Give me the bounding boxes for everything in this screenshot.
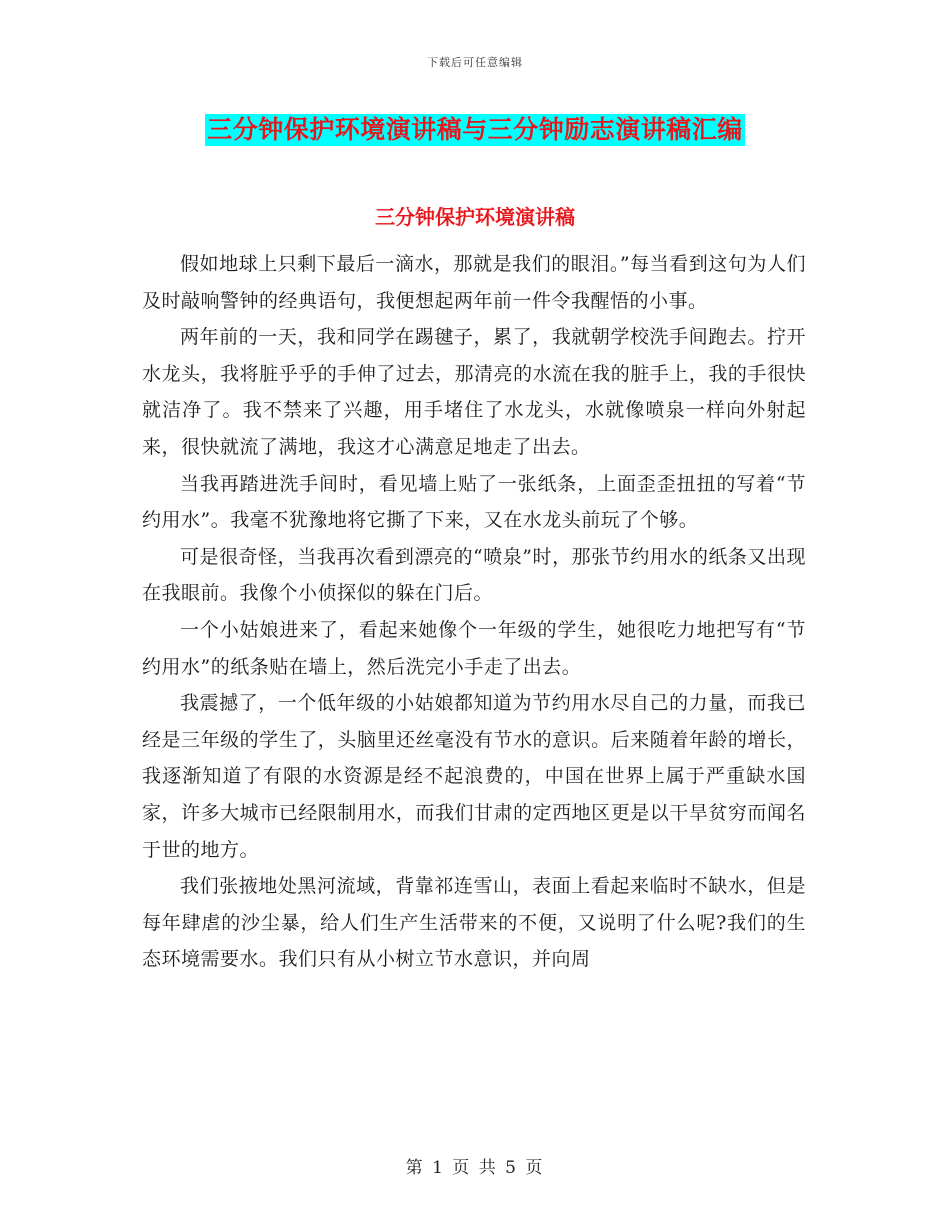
document-title-container [0, 114, 950, 146]
paragraph-5: 一个小姑娘进来了，看起来她像个一年级的学生，她很吃力地把写有“节约用水”的纸条贴在墙上，然后洗完小手走了出去。 [142, 618, 806, 678]
paragraph-1: 假如地球上只剩下最后一滴水，那就是我们的眼泪。”每当看到这句为人们及时敲响警钟的经典语句，我便想起两年前一件令我醒悟的小事。 [142, 253, 806, 312]
page-header-note: 下载后可任意编辑 [427, 56, 523, 69]
page-number-footer: 第 1 页 共 5 页 [405, 1158, 545, 1178]
paragraph-2: 两年前的一天，我和同学在踢毽子，累了，我就朝学校洗手间跑去。拧开水龙头，我将脏乎乎的手伸了过去，那清亮的水流在我的脏手上，我的手很快就洁净了。我不禁来了兴趣，用手堵住了水龙头，水就像喷泉一样向外射起来，很快就流了满地，我这才心满意足地走了出去。 [142, 326, 806, 458]
section-title: 三分钟保护环境演讲稿 [375, 205, 575, 229]
paragraph-4: 可是很奇怪，当我再次看到漂亮的“喷泉”时，那张节约用水的纸条又出现在我眼前。我像个小侦探似的躲在门后。 [142, 545, 806, 605]
paragraph-7: 我们张掖地处黑河流域，背靠祁连雪山，表面上看起来临时不缺水，但是每年肆虐的沙尘暴，给人们生产生活带来的不便，又说明了什么呢?我们的生态环境需要水。我们只有从小树立节水意识，并向周 [142, 875, 806, 971]
document-title: 三分钟保护环境演讲稿与三分钟励志演讲稿汇编 [207, 115, 743, 144]
paragraph-6: 我震撼了，一个低年级的小姑娘都知道为节约用水尽自己的力量，而我已经是三年级的学生了，头脑里还丝毫没有节水的意识。后来随着年龄的增长，我逐渐知道了有限的水资源是经不起浪费的，中国在世界上属于严重缺水国家，许多大城市已经限制用水，而我们甘肃的定西地区更是以干旱贫穷而闻名于世的地方。 [142, 692, 806, 861]
body-text [142, 246, 806, 978]
paragraph-3: 当我再踏进洗手间时，看见墙上贴了一张纸条，上面歪歪扭扭的写着“节约用水”。我毫不犹豫地将它撕了下来，又在水龙头前玩了个够。 [142, 472, 806, 532]
